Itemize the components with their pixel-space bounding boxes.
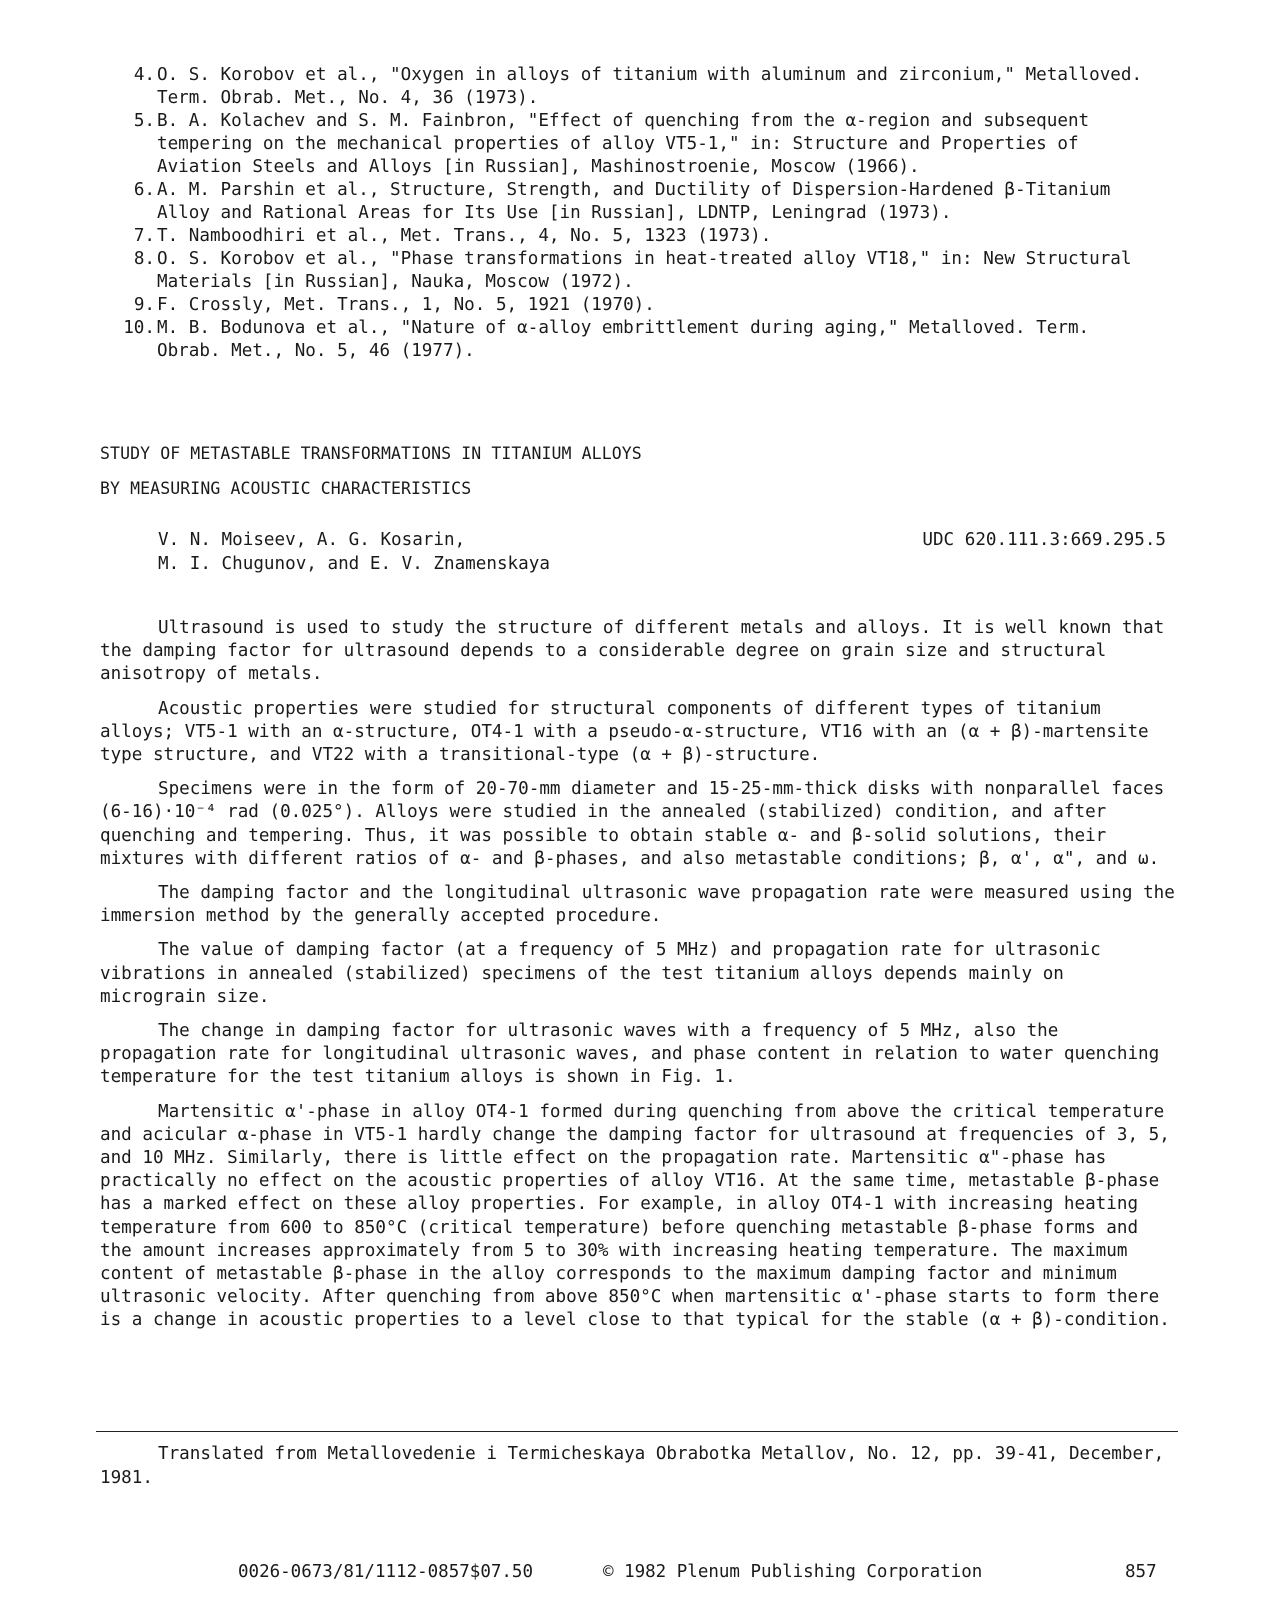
reference-item: [100, 179, 1160, 225]
authors-line1: V. N. Moiseev, A. G. Kosarin,: [158, 530, 466, 550]
reference-number: 8.: [133, 249, 155, 269]
reference-number: 9.: [133, 295, 155, 315]
reference-item: [100, 64, 1160, 110]
reference-text: B. A. Kolachev and S. M. Fainbron, "Effect of quenching from the α-region and subsequent tempering on the mechanical properties of alloy VT5-1," in: Structure and Properties of Aviation Steels and Alloys [in Russian], Mashinostroenie, Moscow (1966).: [157, 111, 1090, 177]
footnote-divider: [96, 1431, 1178, 1432]
body-paragraph: Ultrasound is used to study the structure of different metals and alloys. It is well known that the damping factor for ultrasound depends to a considerable degree on grain size and structural anisotropy of metals.: [100, 618, 1165, 685]
reference-item: [100, 294, 1160, 317]
article-title-line1: STUDY OF METASTABLE TRANSFORMATIONS IN TITANIUM ALLOYS: [100, 444, 642, 463]
body-paragraph: Specimens were in the form of 20-70-mm diameter and 15-25-mm-thick disks with nonparallel faces (6-16)·10⁻⁴ rad (0.025°). Alloys were studied in the annealed (stabilized) condition, and after quenching and tempering. Thus, it was possible to obtain stable α- and β-solid solutions, their mixtures with different ratios of α- and β-phases, and also metastable conditions; β, α', α", and ω.: [100, 779, 1165, 869]
reference-number: 10.: [123, 318, 155, 338]
reference-text: O. S. Korobov et al., "Phase transformations in heat-treated alloy VT18," in: New Structural Materials [in Russian], Nauka, Moscow (1972).: [157, 249, 1132, 292]
reference-list: [100, 64, 1160, 363]
reference-number: 7.: [133, 226, 155, 246]
body-paragraph: The value of damping factor (at a frequency of 5 MHz) and propagation rate for ultrasonic vibrations in annealed (stabilized) specimens of the test titanium alloys depends mainly on micrograin size.: [100, 940, 1101, 1007]
udc-code: UDC 620.111.3:669.295.5: [922, 530, 1166, 550]
reference-item: [100, 317, 1160, 363]
reference-number: 5.: [133, 111, 155, 131]
article-body: [100, 617, 1175, 1344]
footer-code: 0026-0673/81/1112-0857$07.50: [238, 1562, 534, 1582]
reference-number: 4.: [133, 65, 155, 85]
article-title-line2: BY MEASURING ACOUSTIC CHARACTERISTICS: [100, 479, 472, 498]
page-number: 857: [1125, 1562, 1157, 1582]
footer-copyright: © 1982 Plenum Publishing Corporation: [603, 1562, 983, 1582]
reference-item: [100, 225, 1160, 248]
body-paragraph: The change in damping factor for ultrasonic waves with a frequency of 5 MHz, also the propagation rate for longitudinal ultrasonic waves, and phase content in relation to water quenching temperature for the test titanium alloys is shown in Fig. 1.: [100, 1021, 1160, 1088]
author-block: [158, 528, 550, 576]
translation-footnote: Translated from Metallovedenie i Termicheskaya Obrabotka Metallov, No. 12, pp. 39-41, December, 1981.: [100, 1444, 1165, 1488]
reference-item: [100, 248, 1160, 294]
reference-text: F. Crossly, Met. Trans., 1, No. 5, 1921 (1970).: [157, 295, 655, 315]
reference-text: T. Namboodhiri et al., Met. Trans., 4, No. 5, 1323 (1973).: [157, 226, 772, 246]
reference-item: [100, 110, 1160, 179]
reference-text: A. M. Parshin et al., Structure, Strength, and Ductility of Dispersion-Hardened β-Titanium Alloy and Rational Areas for Its Use [in Russian], LDNTP, Leningrad (1973).: [157, 180, 1111, 223]
authors-line2: M. I. Chugunov, and E. V. Znamenskaya: [158, 554, 550, 574]
reference-number: 6.: [133, 180, 155, 200]
body-paragraph: Acoustic properties were studied for structural components of different types of titanium alloys; VT5-1 with an α-structure, OT4-1 with a pseudo-α-structure, VT16 with an (α + β)-martensite type structure, and VT22 with a transitional-type (α + β)-structure.: [100, 698, 1149, 766]
body-paragraph: The damping factor and the longitudinal ultrasonic wave propagation rate were measured using the immersion method by the generally accepted procedure.: [100, 883, 1175, 927]
body-paragraph: Martensitic α'-phase in alloy OT4-1 formed during quenching from above the critical temperature and acicular α-phase in VT5-1 hardly change the damping factor for ultrasound at frequencies of 3, 5, and 10 MHz. Similarly, there is little effect on the propagation rate. Martensitic α"-phase has practically no effect on the acoustic properties of alloy VT16. At the same time, metastable β-phase has a marked effect on these alloy properties. For example, in alloy OT4-1 with increasing heating temperature from 600 to 850°C (critical temperature) before quenching metastable β-phase forms and the amount increases approximately from 5 to 30% with increasing heating temperature. The maximum content of metastable β-phase in the alloy corresponds to the maximum damping factor and minimum ultrasonic velocity. After quenching from above 850°C when martensitic α'-phase starts to form there is a change in acoustic properties to a level close to that typical for the stable (α + β)-condition.: [100, 1101, 1170, 1331]
reference-text: M. B. Bodunova et al., "Nature of α-alloy embrittlement during aging," Metalloved. Term. Obrab. Met., No. 5, 46 (1977).: [157, 318, 1090, 361]
reference-text: O. S. Korobov et al., "Oxygen in alloys of titanium with aluminum and zirconium," Metalloved. Term. Obrab. Met., No. 4, 36 (1973).: [157, 65, 1143, 108]
